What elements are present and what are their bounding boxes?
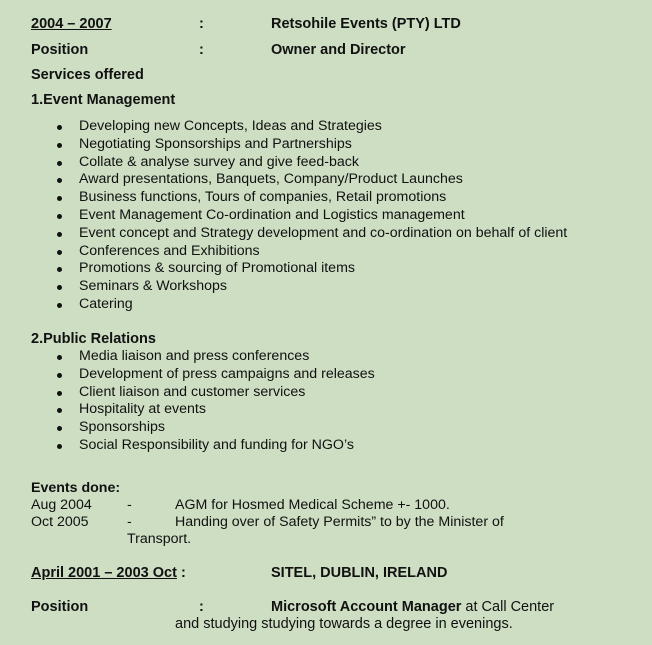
job2-position-rest: at Call Center [461, 599, 555, 615]
event-dash: - [127, 497, 132, 513]
event-description-continued: Transport. [127, 531, 192, 547]
list-item: Collate & analyse survey and give feed-back [55, 154, 567, 172]
list-item: Social Responsibility and funding for NGO’s [55, 437, 375, 455]
events-heading: Events done: [31, 480, 121, 496]
bullet-icon [57, 178, 62, 183]
event-date: Aug 2004 [31, 497, 92, 513]
services-heading: Services offered [31, 67, 144, 83]
job2-company: SITEL, DUBLIN, IRELAND [271, 565, 448, 581]
bullet-icon [57, 267, 62, 272]
bullet-icon [57, 143, 62, 148]
job1-company: Retsohile Events (PTY) LTD [271, 16, 461, 32]
list-item: Hospitality at events [55, 401, 375, 419]
public-relations-list [55, 348, 375, 455]
event-description: AGM for Hosmed Medical Scheme +- 1000. [175, 497, 450, 513]
job1-period: 2004 – 2007 [31, 16, 112, 32]
list-item: Media liaison and press conferences [55, 348, 375, 366]
list-item: Event Management Co-ordination and Logistics management [55, 207, 567, 225]
list-item: Business functions, Tours of companies, Retail promotions [55, 189, 567, 207]
job1-position-label: Position [31, 42, 89, 58]
job1-colon: : [199, 16, 204, 32]
bullet-icon [57, 391, 62, 396]
job2-position-colon: : [199, 599, 204, 615]
bullet-icon [57, 373, 62, 378]
job1-position-colon: : [199, 42, 204, 58]
bullet-icon [57, 125, 62, 130]
list-item: Conferences and Exhibitions [55, 243, 567, 261]
job2-period: April 2001 – 2003 Oct [31, 565, 177, 581]
job2-position-title: Microsoft Account Manager [271, 599, 462, 615]
event-management-list [55, 118, 567, 314]
list-item: Client liaison and customer services [55, 384, 375, 402]
list-item: Development of press campaigns and releases [55, 366, 375, 384]
bullet-icon [57, 232, 62, 237]
list-item: Event concept and Strategy development and co-ordination on behalf of client [55, 225, 567, 243]
bullet-icon [57, 408, 62, 413]
section-public-relations-heading: 2.Public Relations [31, 331, 156, 347]
job2-colon: : [181, 565, 186, 581]
list-item: Promotions & sourcing of Promotional items [55, 260, 567, 278]
section-event-management-heading: 1.Event Management [31, 92, 176, 108]
bullet-icon [57, 161, 62, 166]
bullet-icon [57, 444, 62, 449]
event-dash: - [127, 514, 132, 530]
job2-position-label: Position [31, 599, 89, 615]
bullet-icon [57, 426, 62, 431]
bullet-icon [57, 355, 62, 360]
list-item: Catering [55, 296, 567, 314]
list-item: Developing new Concepts, Ideas and Strategies [55, 118, 567, 136]
job2-position-continued: and studying studying towards a degree in evenings. [175, 616, 513, 632]
list-item: Negotiating Sponsorships and Partnerships [55, 136, 567, 154]
bullet-icon [57, 285, 62, 290]
event-description: Handing over of Safety Permits” to by the Minister of [175, 514, 504, 530]
list-item: Seminars & Workshops [55, 278, 567, 296]
bullet-icon [57, 196, 62, 201]
bullet-icon [57, 214, 62, 219]
bullet-icon [57, 250, 62, 255]
list-item: Sponsorships [55, 419, 375, 437]
list-item: Award presentations, Banquets, Company/Product Launches [55, 171, 567, 189]
job2-position-value [271, 599, 554, 616]
bullet-icon [57, 303, 62, 308]
event-date: Oct 2005 [31, 514, 89, 530]
job1-position-value: Owner and Director [271, 42, 406, 58]
